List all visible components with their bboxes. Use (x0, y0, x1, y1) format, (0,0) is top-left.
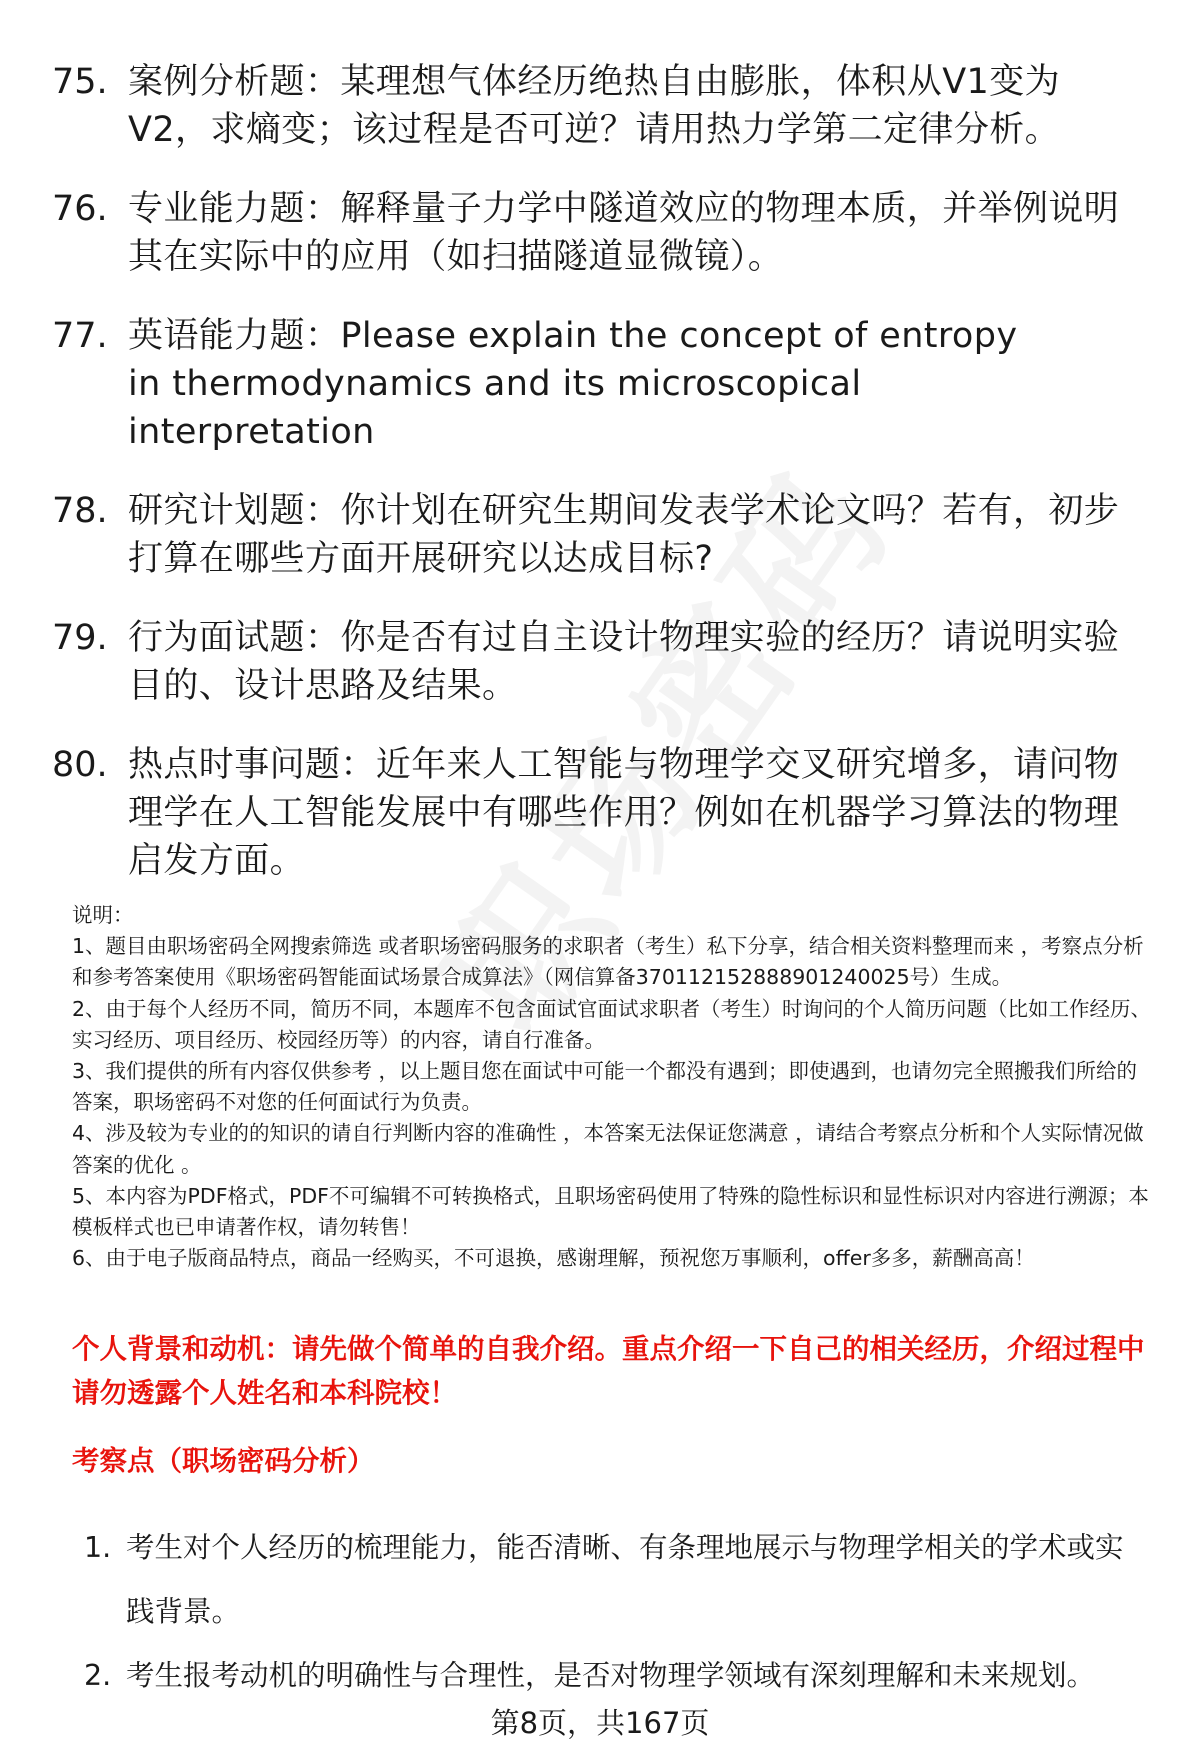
section-subheading: 考察点（职场密码分析） (72, 1445, 375, 1477)
note-line: 6、由于电子版商品特点，商品一经购买，不可退换，感谢理解，预祝您万事顺利，offer多多，薪酬高高！ (72, 1246, 1035, 1271)
question-text: 案例分析题：某理想气体经历绝热自由膨胀，体积从V1变为V2，求熵变；该过程是否可逆？请用热力学第二定律分析。 (128, 62, 1061, 150)
note-line: 4、涉及较为专业的的知识的请自行判断内容的准确性 ，本答案无法保证您满意 ，请结合考察点分析和个人实际情况做答案的优化 。 (72, 1121, 1144, 1177)
question-number: 80. (52, 745, 108, 785)
question-item (52, 741, 1152, 885)
page-footer: 第8页，共167页 (490, 1706, 710, 1740)
question-text: 专业能力题：解释量子力学中隧道效应的物理本质，并举例说明其在实际中的应用（如扫描隧道显微镜）。 (128, 189, 1120, 277)
notes-section (72, 900, 1152, 1274)
point-text: 考生报考动机的明确性与合理性，是否对物理学领域有深刻理解和未来规划。 (126, 1659, 1096, 1692)
question-number: 77. (52, 316, 108, 356)
analysis-point (84, 1516, 1164, 1644)
point-number: 1. (84, 1531, 112, 1564)
question-number: 78. (52, 491, 108, 531)
question-item (52, 312, 1152, 456)
question-number: 79. (52, 618, 108, 658)
question-item (52, 58, 1152, 154)
note-line: 2、由于每个人经历不同，简历不同，本题库不包含面试官面试求职者（考生）时询问的个人简历问题（比如工作经历、实习经历、项目经历、校园经历等）的内容，请自行准备。 (72, 996, 1152, 1052)
question-item (52, 614, 1152, 710)
question-text: 研究计划题：你计划在研究生期间发表学术论文吗？若有，初步打算在哪些方面开展研究以达成目标? (128, 491, 1120, 579)
note-line: 3、我们提供的所有内容仅供参考 ，以上题目您在面试中可能一个都没有遇到；即使遇到，也请勿完全照搬我们所给的答案，职场密码不对您的任何面试行为负责。 (72, 1059, 1138, 1115)
question-item (52, 487, 1152, 583)
question-number: 75. (52, 62, 108, 102)
note-line: 1、题目由职场密码全网搜索筛选 或者职场密码服务的求职者（考生）私下分享，结合相关资料整理而来 ，考察点分析和参考答案使用《职场密码智能面试场景合成算法》（网信算备370112152888901240025号）生成。 (72, 934, 1144, 990)
question-text: 热点时事问题：近年来人工智能与物理学交叉研究增多，请问物理学在人工智能发展中有哪些作用？例如在机器学习算法的物理启发方面。 (128, 745, 1120, 881)
note-line: 5、本内容为PDF格式，PDF不可编辑不可转换格式，且职场密码使用了特殊的隐性标识和显性标识对内容进行溯源；本模板样式也已申请著作权，请勿转售！ (72, 1183, 1149, 1240)
notes-title: 说明： (72, 903, 134, 927)
question-number: 76. (52, 189, 108, 229)
point-number: 2. (84, 1659, 112, 1692)
section-heading: 个人背景和动机：请先做个简单的自我介绍。重点介绍一下自己的相关经历，介绍过程中请勿透露个人姓名和本科院校！ (72, 1333, 1145, 1409)
question-text: 行为面试题：你是否有过自主设计物理实验的经历？请说明实验目的、设计思路及结果。 (128, 618, 1120, 706)
analysis-point (84, 1644, 1164, 1708)
question-item (52, 185, 1152, 281)
point-text: 考生对个人经历的梳理能力，能否清晰、有条理地展示与物理学相关的学术或实践背景。 (126, 1531, 1124, 1628)
analysis-points (84, 1516, 1164, 1708)
question-text: 英语能力题：Please explain the concept of entropy in thermodynamics and its microscopical interpretation (128, 316, 1018, 452)
question-list (52, 58, 1152, 916)
